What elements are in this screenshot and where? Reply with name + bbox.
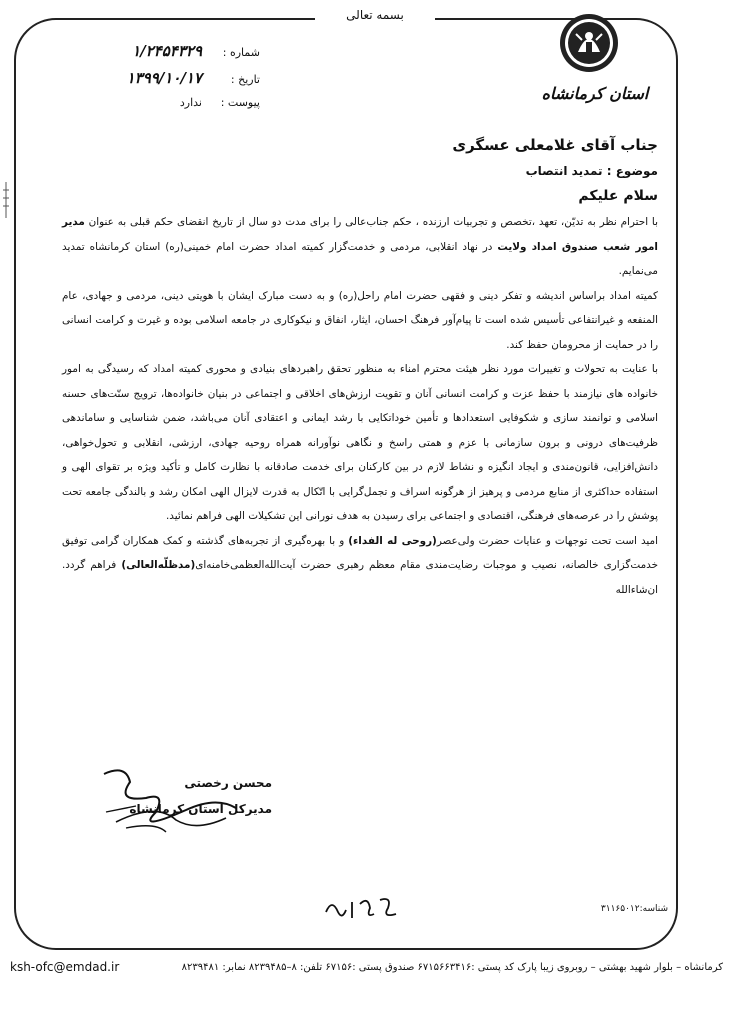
meta-date: تاریخ : ۱۳۹۹/۱۰/۱۷ xyxy=(126,69,260,87)
signer-title: مدیرکل استان کرمانشاه xyxy=(129,802,272,816)
emdad-logo-icon xyxy=(558,12,620,74)
meta-attachment: پیوست : ندارد xyxy=(179,96,260,109)
paragraph-appointment: با احترام نظر به تدیّن، تعهد ،تخصص و تجربیات ارزنده ، حکم جناب‌عالی را برای مدت دو سال از تاریخ انقضای حکم قبلی به عنوان مدیر امور شعب صندوق امداد ولایت در نهاد انقلابی، مردمی و خدمت‌گزار کمیته امداد حضرت امام خمینی(ره) استان کرمانشاه تمدید می‌نمایم. xyxy=(62,216,658,277)
paragraph-mission: کمیته امداد براساس اندیشه و تفکر دینی و فقهی حضرت امام راحل(ره) و به دست مبارک ایشان با هویتی دینی، مردمی و جهادی، عام المنفعه و غیرانتفاعی تأسیس شده است تا پیام‌آور فرهنگ احسان، ایثار، انفاق و نیکوکاری در جامعه اسلامی بوده و غیرت و کرامت انسانی را در حمایت از محرومان حفظ کند. xyxy=(62,289,658,351)
handwritten-note xyxy=(322,892,402,924)
footer xyxy=(0,958,730,986)
greeting: سلام علیکم xyxy=(578,188,658,204)
basmala: بسمه تعالی xyxy=(315,8,435,22)
signer-name: محسن رخصتی xyxy=(184,776,272,790)
paragraph-strategy: با عنایت به تحولات و تغییرات مورد نظر هیئت محترم امناء به منظور تحقق راهبردهای بنیادی و محوری کمیته امداد که رسیدگی به امور خانواده های نیازمند با حفظ عزت و کرامت انسانی آنان و تقویت ارزش‌های اخلاقی و اجتماعی در بنیان خانواده‌ها، ترویج سنّت‌های حسنه اسلامی و توانمند سازی و شکوفایی استعدادها و تأمین خوداتکایی با رشد ایمانی و اعتقادی آنان می‌باشد، ضمن شناسایی و ساماندهی ظرفیت‌های درونی و برون سازمانی با عزم و همتی راسخ و نگاهی نوآورانه همراه روحیه جهادی، ارزشی، انقلابی و تحول‌خواهی، دانش‌افزایی، قانون‌مندی و ایجاد انگیزه و نشاط لازم در بین کارکنان برای خدمت صادقانه با نظارت کامل و تأکید ویژه بر تقوای الهی و استفاده حداکثری از منابع مردمی و پرهیز از هرگونه اسراف و تجمل‌گرایی با اتّکال به قدرت لایزال الهی امکان رشد و بالندگی جامعه تحت پوشش را در عرصه‌های فرهنگی، اقتصادی و اجتماعی برای رسیدن به هدف نورانی این تشکیلات الهی فراهم نمائید. xyxy=(62,363,658,522)
letter-body xyxy=(62,136,658,602)
footer-email: ksh-ofc@emdad.ir xyxy=(10,960,120,974)
meta-number: شماره : ۱/۲۴۵۴۳۲۹ xyxy=(132,42,260,60)
footer-address: کرمانشاه – بلوار شهید بهشتی – روبروی زیبا پارک کد پستی :۶۷۱۵۶۶۳۴۱۶ صندوق پستی :۶۷۱۵۶ تلفن: ۸–۸۲۳۹۴۸۵ نمابر: ۸۲۳۹۴۸۱ xyxy=(181,962,723,973)
letter-meta xyxy=(100,42,260,123)
tracking-id: شناسه:۳۱۱۶۵۰۱۲ xyxy=(600,904,668,914)
recipient: جناب آقای غلامعلی عسگری xyxy=(452,136,658,154)
paragraph-closing: امید است تحت توجهات و عنایات حضرت ولی‌عصر(روحی له الفداء) و با بهره‌گیری از تجربه‌های گذشته و کمک همکاران گرامی توفیق خدمت‌گزاری خالصانه، نصیب و موجبات رضایت‌مندی مقام معظم رهبری حضرت آیت‌الله‌العظمی‌خامنه‌ای(مدظلّه‌العالی) فراهم گردد. ان‌شاءالله xyxy=(62,534,659,596)
province-label: استان کرمانشاه xyxy=(541,84,649,103)
subject: موضوع : تمدید انتصاب xyxy=(525,164,658,178)
margin-mark xyxy=(2,180,10,220)
signature-block xyxy=(92,770,272,822)
